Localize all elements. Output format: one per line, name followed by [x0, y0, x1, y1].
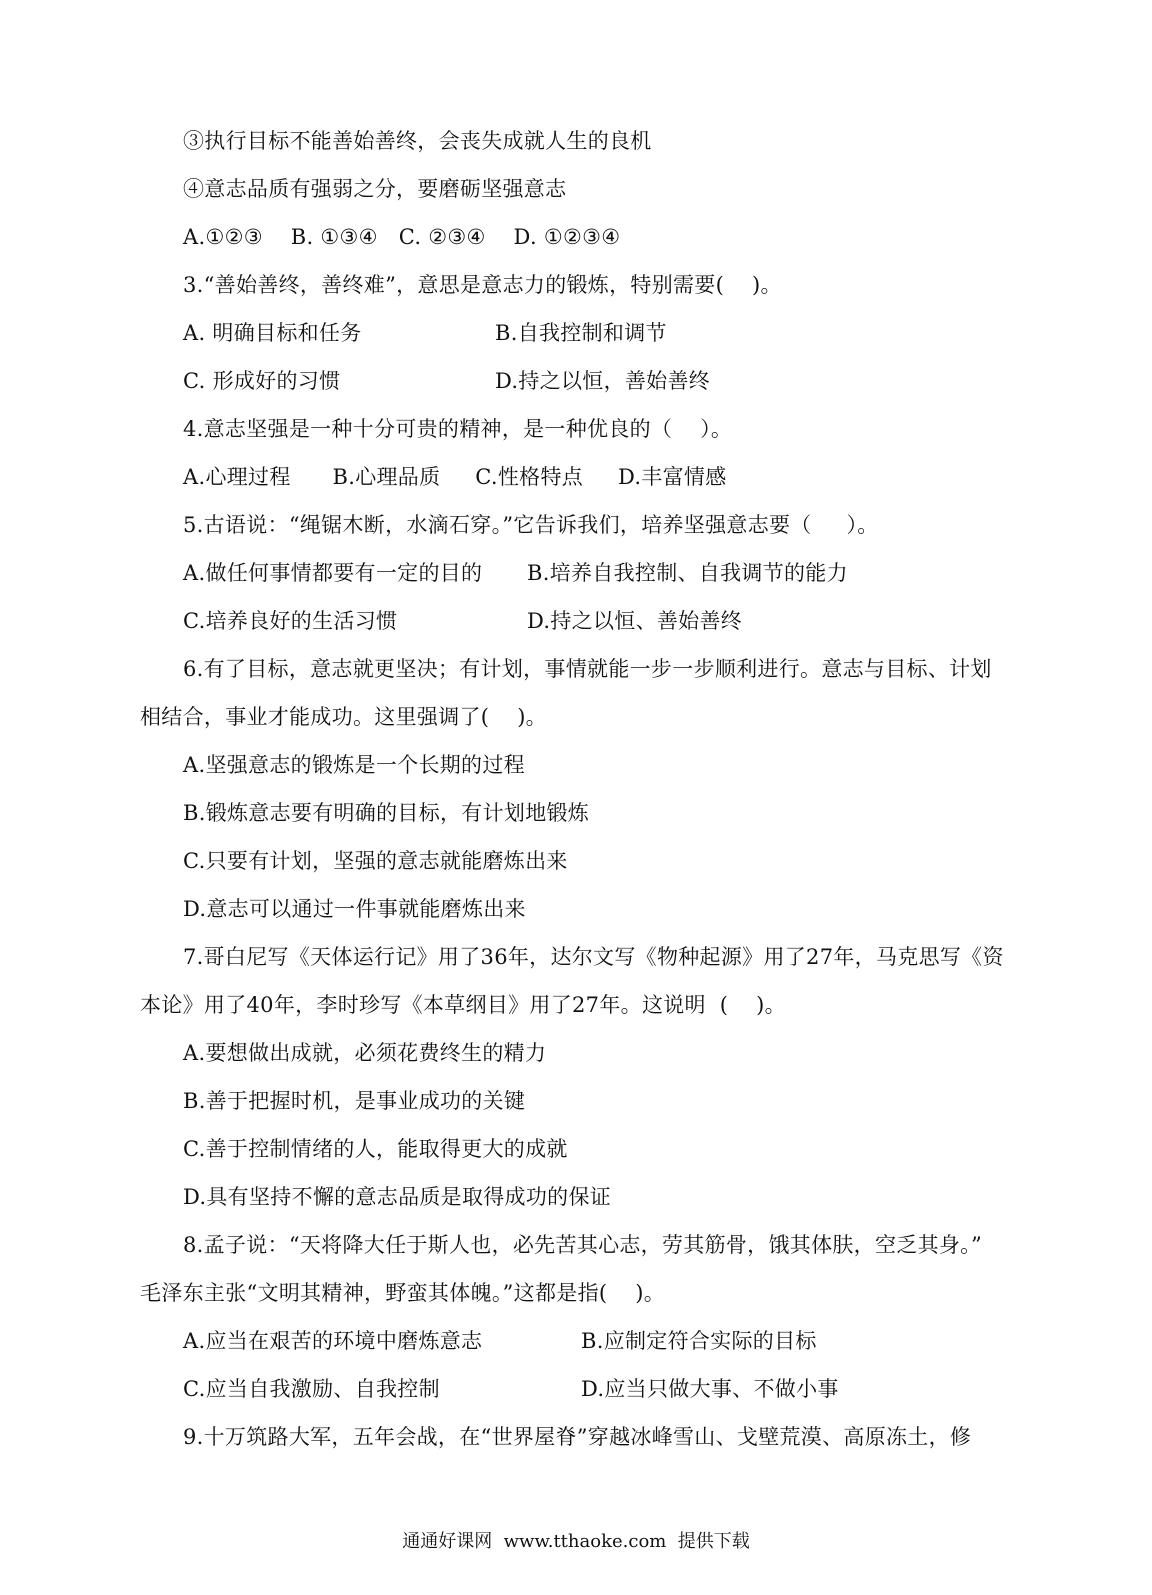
q7-option-b: B.善于把握时机，是事业成功的关键 — [183, 1089, 526, 1113]
q7-stem-line-2: 本论》用了40年，李时珍写《本草纲目》用了27年。这说明 ( )。 — [140, 993, 786, 1017]
q5-stem: 5.古语说：“绳锯木断，水滴石穿。”它告诉我们，培养坚强意志要（ ）。 — [183, 513, 879, 537]
q5-option-d: D.持之以恒、善始善终 — [527, 609, 743, 633]
statement-4: ④意志品质有强弱之分，要磨砺坚强意志 — [183, 177, 567, 201]
q5-option-b: B.培养自我控制、自我调节的能力 — [527, 561, 848, 585]
q6-stem-line-2: 相结合，事业才能成功。这里强调了( )。 — [140, 705, 547, 729]
q9-stem-line-1: 9.十万筑路大军，五年会战，在“世界屋脊”穿越冰峰雪山、戈壁荒漠、高原冻土，修 — [183, 1425, 972, 1449]
q3-option-b: B.自我控制和调节 — [495, 321, 667, 345]
q3-option-d: D.持之以恒，善始善终 — [495, 369, 711, 393]
q3-stem: 3.“善始善终，善终难”，意思是意志力的锻炼，特别需要( )。 — [183, 273, 782, 297]
q5-option-a: A.做任何事情都要有一定的目的 — [183, 561, 483, 585]
q7-stem-line-1: 7.哥白尼写《天体运行记》用了36年，达尔文写《物种起源》用了27年，马克思写《资 — [183, 945, 1004, 969]
q8-option-b: B.应制定符合实际的目标 — [581, 1329, 817, 1353]
q8-option-a: A.应当在艰苦的环境中磨炼意志 — [183, 1329, 483, 1353]
q8-stem-line-1: 8.孟子说：“天将降大任于斯人也，必先苦其心志，劳其筋骨，饿其体肤，空乏其身。” — [183, 1233, 983, 1257]
q8-stem-line-2: 毛泽东主张“文明其精神，野蛮其体魄。”这都是指( )。 — [140, 1281, 666, 1305]
q7-option-c: C.善于控制情绪的人，能取得更大的成就 — [183, 1137, 568, 1161]
q2-options: A.①②③ B. ①③④ C. ②③④ D. ①②③④ — [183, 225, 621, 249]
q8-option-c: C.应当自我激励、自我控制 — [183, 1377, 440, 1401]
page-footer: 通通好课网 www.tthaoke.com 提供下载 — [402, 1531, 750, 1552]
q3-option-c: C. 形成好的习惯 — [183, 369, 341, 393]
q7-option-a: A.要想做出成就，必须花费终生的精力 — [183, 1041, 547, 1065]
q4-options: A.心理过程 B.心理品质 C.性格特点 D.丰富情感 — [183, 465, 727, 489]
q6-stem-line-1: 6.有了目标，意志就更坚决；有计划，事情就能一步一步顺利进行。意志与目标、计划 — [183, 657, 992, 681]
q8-option-d: D.应当只做大事、不做小事 — [581, 1377, 839, 1401]
q6-option-d: D.意志可以通过一件事就能磨炼出来 — [183, 897, 526, 921]
q7-option-d: D.具有坚持不懈的意志品质是取得成功的保证 — [183, 1185, 612, 1209]
q6-option-b: B.锻炼意志要有明确的目标，有计划地锻炼 — [183, 801, 590, 825]
q3-option-a: A. 明确目标和任务 — [183, 321, 362, 345]
q6-option-a: A.坚强意志的锻炼是一个长期的过程 — [183, 753, 525, 777]
q4-stem: 4.意志坚强是一种十分可贵的精神，是一种优良的（ ）。 — [183, 417, 733, 441]
statement-3: ③执行目标不能善始善终，会丧失成就人生的良机 — [183, 129, 652, 153]
q5-option-c: C.培养良好的生活习惯 — [183, 609, 398, 633]
q6-option-c: C.只要有计划，坚强的意志就能磨炼出来 — [183, 849, 568, 873]
